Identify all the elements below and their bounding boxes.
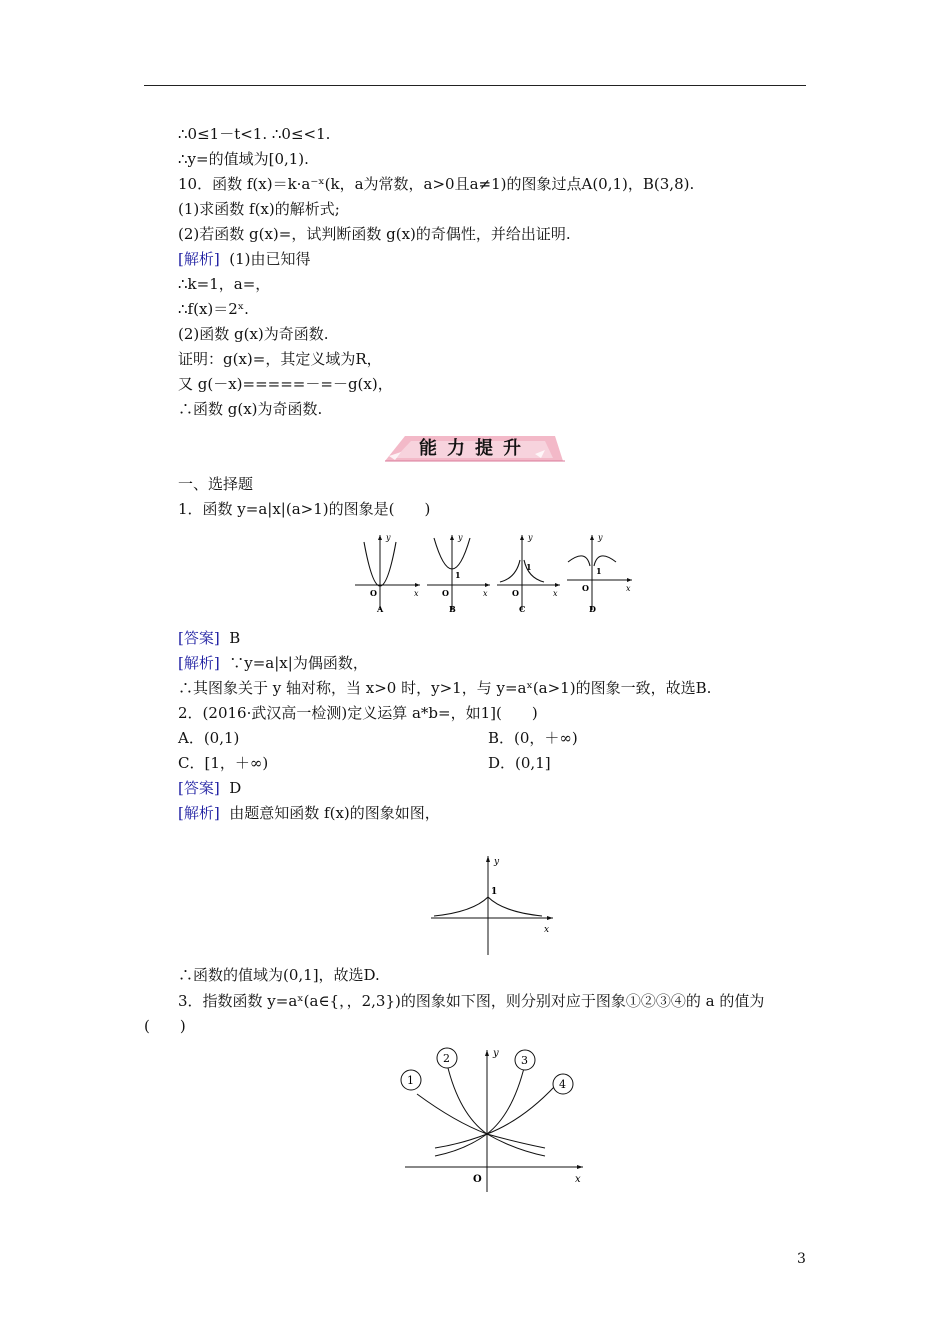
axis-label: y xyxy=(493,1048,499,1059)
answer-tag: [答案] xyxy=(178,779,220,797)
option-c: C．[1，＋∞) xyxy=(178,754,269,772)
axis-label: x xyxy=(544,925,550,935)
graph-d xyxy=(567,533,632,614)
option-b: B．(0，＋∞) xyxy=(488,729,578,747)
curve-label-4: 4 xyxy=(559,1078,566,1091)
option-d: D．(0,1] xyxy=(488,754,551,772)
text-line: ∴y=的值域为[0,1). xyxy=(178,150,309,168)
section-banner xyxy=(385,432,565,462)
text-line: ( ) xyxy=(144,1017,186,1035)
analysis-tag: [解析] xyxy=(178,804,220,822)
origin-label: O xyxy=(512,588,519,598)
figure-fx-graph xyxy=(428,850,558,960)
section-heading: 一、选择题 xyxy=(178,475,254,493)
option-label: D xyxy=(589,604,596,614)
one-label: 1 xyxy=(596,566,602,576)
problem-2: 2．(2016·武汉高一检测)定义运算 a*b=，如1]( ) xyxy=(178,704,538,722)
text-line: (2)函数 g(x)为奇函数. xyxy=(178,325,329,343)
curve-label-1: 1 xyxy=(407,1074,414,1087)
text-line: 又 g(－x)=====－=－g(x)， xyxy=(178,375,393,393)
analysis-tag: [解析] xyxy=(178,250,220,268)
text-span: 由题意知函数 f(x)的图象如图， xyxy=(229,804,440,822)
axis-label: y xyxy=(458,533,463,542)
banner-title: 能力提升 xyxy=(419,438,531,459)
text-line: ∴函数 g(x)为奇函数. xyxy=(178,400,323,418)
origin-label: O xyxy=(582,583,589,593)
curve-label-3: 3 xyxy=(521,1054,528,1067)
text-line: ∴f(x)＝2ˣ. xyxy=(178,300,249,318)
answer-tag: [答案] xyxy=(178,629,220,647)
solution-line xyxy=(178,653,368,673)
problem-1: 1．函数 y=a|x|(a>1)的图象是( ) xyxy=(178,500,431,518)
one-label: 1 xyxy=(491,887,498,897)
curve-label-2: 2 xyxy=(443,1052,450,1065)
solution-line xyxy=(178,249,311,269)
origin-label: O xyxy=(370,588,377,598)
axis-label: x xyxy=(626,584,631,593)
text-line: (1)求函数 f(x)的解析式; xyxy=(178,200,340,218)
answer-line xyxy=(178,628,240,648)
axis-label: x xyxy=(575,1174,581,1185)
analysis-tag: [解析] xyxy=(178,654,220,672)
text-line: ∴函数的值域为(0,1]，故选D. xyxy=(178,966,380,984)
origin-label: O xyxy=(442,588,449,598)
one-label: 1 xyxy=(455,570,461,580)
graph-c xyxy=(497,533,560,614)
header-rule xyxy=(144,85,806,86)
option-a: A．(0,1) xyxy=(178,729,240,747)
axis-label: y xyxy=(528,533,533,542)
graph-a xyxy=(355,533,420,614)
axis-label: x xyxy=(483,589,488,598)
text-line: ∴0≤1－t<1. ∴0≤<1. xyxy=(178,125,331,143)
origin-label: O xyxy=(473,1174,482,1185)
text-span: (1)由已知得 xyxy=(229,250,311,268)
axis-label: y xyxy=(598,533,603,542)
problem-10: 10．函数 f(x)＝k·a⁻ˣ(k，a为常数，a>0且a≠1)的图象过点A(0,1)，B(3,8). xyxy=(178,175,695,193)
answer-line xyxy=(178,778,241,798)
text-line: ∴k=1，a=， xyxy=(178,275,271,293)
graph-b xyxy=(427,533,490,614)
one-label: 1 xyxy=(526,562,532,572)
text-line: 证明：g(x)=，其定义域为R， xyxy=(178,350,382,368)
problem-3: 3．指数函数 y=aˣ(a∈{，，2,3})的图象如下图，则分别对应于图象①②③④的 a 的值为 xyxy=(178,992,765,1010)
text-line: (2)若函数 g(x)=，试判断函数 g(x)的奇偶性，并给出证明. xyxy=(178,225,571,243)
text-span: D xyxy=(229,779,242,797)
figure-exponential-curves xyxy=(395,1042,590,1197)
axis-label: x xyxy=(414,589,419,598)
text-span: ∵y=a|x|为偶函数， xyxy=(229,654,368,672)
axis-label: y xyxy=(386,533,391,542)
text-line: ∴其图象关于 y 轴对称，当 x>0 时，y>1，与 y=aˣ(a>1)的图象一致，故选B. xyxy=(178,679,712,697)
axis-label: y xyxy=(494,857,500,867)
option-label: C xyxy=(519,604,526,614)
text-span: B xyxy=(229,629,241,647)
page-number: 3 xyxy=(797,1251,806,1267)
figure-options-graphs xyxy=(350,530,640,615)
option-label: A xyxy=(377,604,384,614)
solution-line xyxy=(178,803,440,823)
option-label: B xyxy=(449,604,456,614)
axis-label: x xyxy=(553,589,558,598)
